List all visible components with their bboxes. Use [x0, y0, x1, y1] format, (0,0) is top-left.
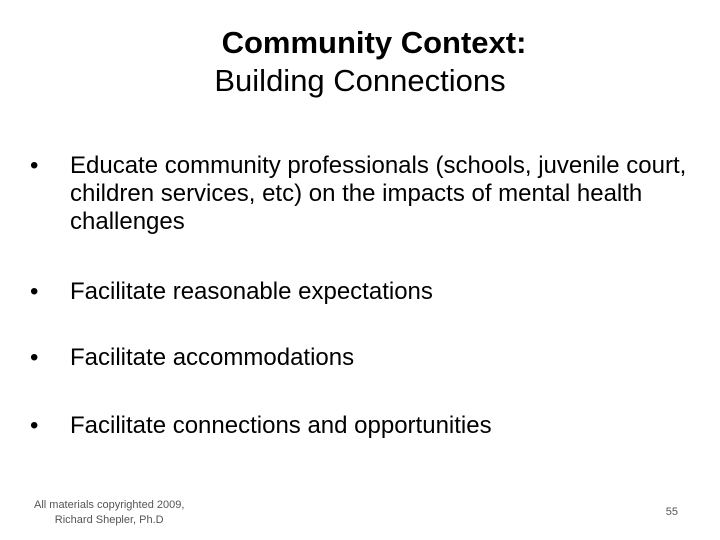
copyright-line: All materials copyrighted 2009, [34, 499, 185, 511]
bullet-icon: • [30, 344, 39, 371]
bullet-icon: • [30, 412, 39, 439]
bullet-text: Educate community professionals (schools, juvenile court, children services, etc) on the impacts of mental health challenges [70, 152, 687, 235]
copyright-footer [34, 498, 184, 528]
slide-title [0, 24, 720, 100]
author-line: Richard Shepler, Ph.D [54, 514, 164, 526]
bullet-text: Facilitate reasonable expectations [70, 278, 433, 305]
bullet-icon: • [30, 278, 39, 305]
bullet-item [30, 152, 710, 236]
bullet-text: Facilitate connections and opportunities [70, 412, 492, 439]
bullet-item [30, 278, 710, 306]
title-subtitle: Building Connections [214, 63, 506, 98]
page-number: 55 [665, 506, 678, 518]
bullet-item [30, 344, 710, 372]
bullet-item [30, 412, 710, 440]
title-main: Community Context: [221, 25, 527, 60]
bullet-icon: • [30, 152, 39, 179]
bullet-text: Facilitate accommodations [70, 344, 355, 371]
